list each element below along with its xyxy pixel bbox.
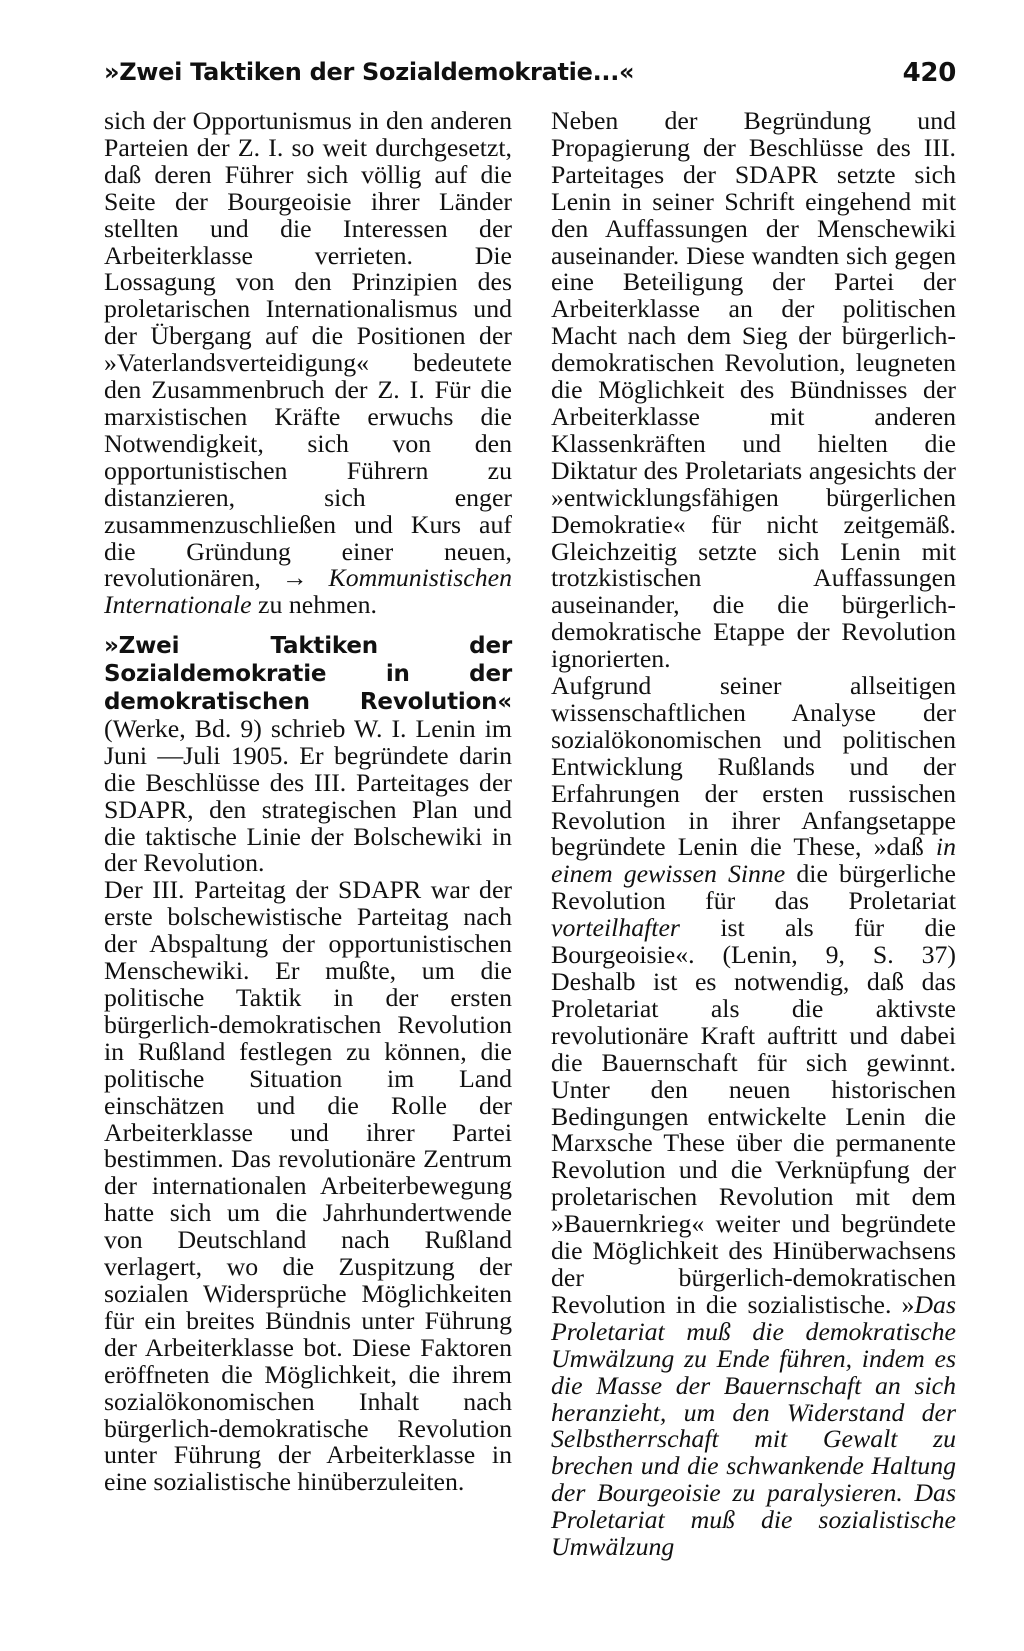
paragraph-intro [104,108,512,619]
paragraph-text: (Werke, Bd. 9) schrieb W. I. Lenin im Juni —Juli 1905. Er begründete darin die Beschlüsse des III. Parteitages der SDAPR, den strategischen Plan und die taktische Linie der Bolschewiki in der Revolution. [104,713,512,878]
running-header [104,58,956,98]
paragraph-text: Aufgrund seiner allseitigen wissenschaftlichen Analyse der sozialökonomischen und politischen Entwicklung Rußlands und der Erfahrungen der ersten russischen Revolution in ihrer Anfangsetappe begründete Lenin die These, »daß [551,671,956,862]
entry-heading: »Zwei Taktiken der Sozialdemokratie in der demokratischen Revolution« [104,633,512,716]
paragraph: Neben der Begründung und Propagierung der Beschlüsse des III. Parteitages der SDAPR setzte sich Lenin in seiner Schrift eingehend mit den Auffassungen der Menschewiki auseinander. Diese wandten sich gegen eine Beteiligung der Partei der Arbeiterklasse an der politischen Macht nach dem Sieg der bürgerlich-demokratischen Revolution, leugneten die Möglichkeit des Bündnisses der Arbeiterklasse mit anderen Klassenkräften und hielten die Diktatur des Proletariats angesichts der »entwicklungsfähigen bürgerlichen Demokratie« für nicht zeitgemäß. Gleichzeitig setzte sich Lenin mit trotzkistischen Auffassungen auseinander, die die bürgerlich-demokratische Etappe der Revolution ignorierten. [551,106,956,674]
paragraph: Der III. Parteitag der SDAPR war der erste bolschewistische Parteitag nach der Abspaltung der opportunistischen Menschewiki. Er mußte, um die politische Taktik in der ersten bürgerlich-demokratischen Revolution in Rußland festlegen zu können, die politische Situation im Land einschätzen und die Rolle der Arbeiterklasse und ihrer Partei bestimmen. Das revolutionäre Zentrum der internationalen Arbeiterbewegung hatte sich um die Jahrhundertwende von Deutschland nach Rußland verlagert, wo die Zuspitzung der sozialen Widersprüche Möglichkeiten für ein breites Bündnis unter Führung der Arbeiterklasse bot. Diese Faktoren eröffneten die Möglichkeit, die ihrem sozialökonomischen Inhalt nach bürgerlich-demokratische Revolution unter Führung der Arbeiterklasse in eine sozialistische hinüberzuleiten. [104,875,512,1497]
emphasis-text: vorteilhafter [551,913,680,943]
cross-reference-link[interactable]: Kommunistischen Internationale [104,563,512,620]
paragraph [551,673,956,1561]
left-column [104,108,512,1496]
emphasis-text: in einem gewissen Sinne [551,832,956,889]
quotation-text: Das Proletariat muß die demokratische Umwälzung zu Ende führen, indem es die Masse der Bauernschaft an sich heranzieht, um den Widerstand der Selbstherrschaft mit Gewalt zu brechen und die schwankende Haltung der Bourgeoisie zu paralysieren. Das Proletariat muß die sozialistische Umwälzung [551,1289,956,1562]
right-column [551,108,956,1561]
paragraph-text: die bürgerliche Revolution für das Proletariat [551,859,956,916]
paragraph-text: ist als für die Bourgeoisie«. (Lenin, 9, S. 37) Deshalb ist es notwendig, daß das Proletariat als die aktivste revolutionäre Kraft auftritt und dabei die Bauernschaft für sich gewinnt. Unter den neuen historischen Bedingungen entwickelte Lenin die Marxsche These über die permanente Revolution und die Verknüpfung der proletarischen Revolution mit dem »Bauernkrieg« weiter und begründete die Möglichkeit des Hinüberwachsens der bürgerlich-demokratischen Revolution in die sozialistische. » [551,913,956,1319]
entry-paragraph [104,632,512,877]
cross-reference-arrow-icon: → [281,563,308,593]
paragraph-text: sich der Opportunismus in den anderen Parteien der Z. I. so weit durchgesetzt, daß deren Führer sich völlig auf die Seite der Bourgeoisie ihrer Länder stellten und die Interessen der Arbeiterklasse verrieten. Die Lossagung von den Prinzipien des proletarischen Internationalismus und der Übergang auf die Positionen der »Vaterlandsverteidigung« bedeutete den Zusammenbruch der Z. I. Für die marxistischen Kräfte erwuchs die Notwendigkeit, sich von den opportunistischen Führern zu distanzieren, sich enger zusammenzuschließen und Kurs auf die Gründung einer neuen, revolutionären, [104,106,512,593]
paragraph-text: zu nehmen. [258,590,377,620]
running-title: »Zwei Taktiken der Sozialdemokratie...« [104,58,635,86]
page-number: 420 [902,58,956,88]
